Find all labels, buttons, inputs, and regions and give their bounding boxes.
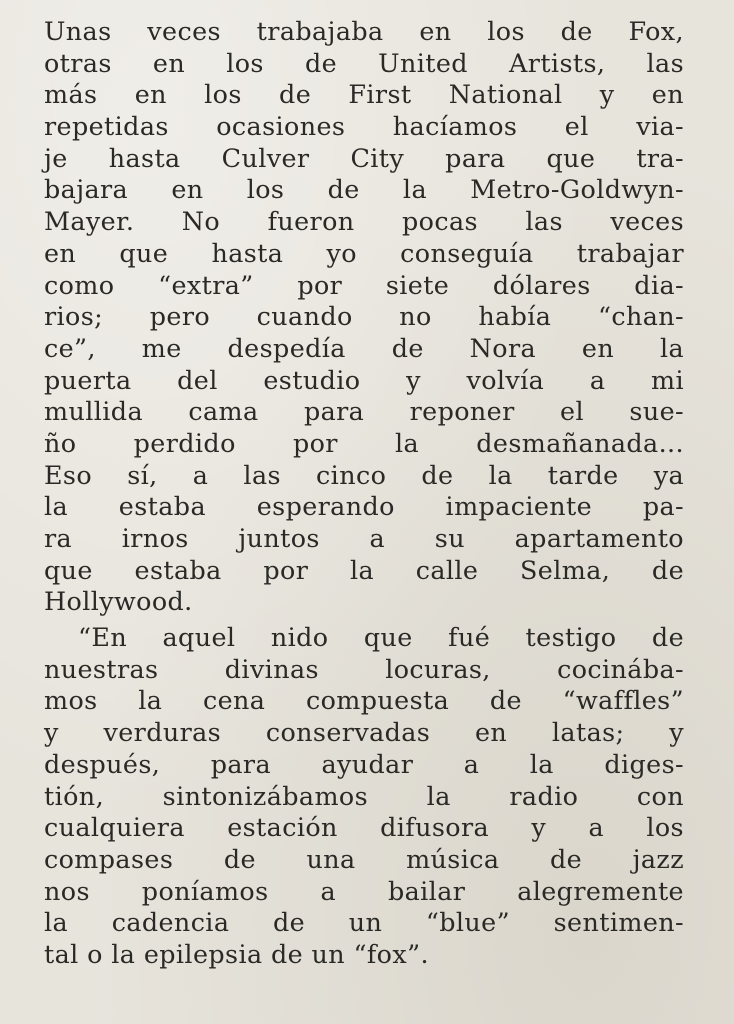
text-line: más en los de First National y en	[44, 79, 684, 110]
text-line: ño perdido por la desmañanada...	[44, 427, 684, 458]
text-line: Hollywood.	[44, 586, 193, 617]
text-line: ra irnos juntos a su apartamento	[44, 523, 684, 553]
text-line: Mayer. No fueron pocas las veces	[44, 206, 684, 237]
text-line: mos la cena compuesta de “waffles”	[44, 685, 684, 716]
text-line: Unas veces trabajaba en los de Fox,	[44, 16, 684, 46]
text-line: tión, sintonizábamos la radio con	[44, 780, 684, 811]
text-line: otras en los de United Artists, las	[44, 47, 684, 78]
newspaper-page	[44, 16, 684, 1006]
article-text	[44, 16, 684, 971]
text-line: rios; pero cuando no había “chan-	[44, 301, 684, 332]
text-line: nuestras divinas locuras, cocinába-	[44, 653, 684, 684]
text-line: ce”, me despedía de Nora en la	[44, 332, 684, 363]
text-line: mullida cama para reponer el sue-	[44, 396, 684, 427]
paragraph-1	[44, 16, 684, 618]
text-line: Eso sí, a las cinco de la tarde ya	[44, 459, 684, 490]
text-line: repetidas ocasiones hacíamos el via-	[44, 111, 684, 142]
text-line: cualquiera estación difusora y a los	[44, 812, 684, 843]
text-line: nos poníamos a bailar alegremente	[44, 875, 684, 906]
text-line: je hasta Culver City para que tra-	[44, 142, 684, 173]
text-line: que estaba por la calle Selma, de	[44, 554, 684, 585]
paragraph-2	[44, 622, 684, 971]
text-line: y verduras conservadas en latas; y	[44, 717, 684, 748]
text-line: puerta del estudio y volvía a mi	[44, 364, 684, 395]
text-line: como “extra” por siete dólares dia-	[44, 269, 684, 300]
text-line: compases de una música de jazz	[44, 843, 684, 874]
text-line: después, para ayudar a la diges-	[44, 748, 684, 779]
text-line: la cadencia de un “blue” sentimen-	[44, 907, 684, 938]
text-line: en que hasta yo conseguía trabajar	[44, 237, 684, 268]
text-line: bajara en los de la Metro-Goldwyn-	[44, 174, 684, 205]
text-line: la estaba esperando impaciente pa-	[44, 491, 684, 522]
text-line: tal o la epilepsia de un “fox”.	[44, 938, 429, 969]
text-line: “En aquel nido que fué testigo de	[78, 622, 684, 653]
